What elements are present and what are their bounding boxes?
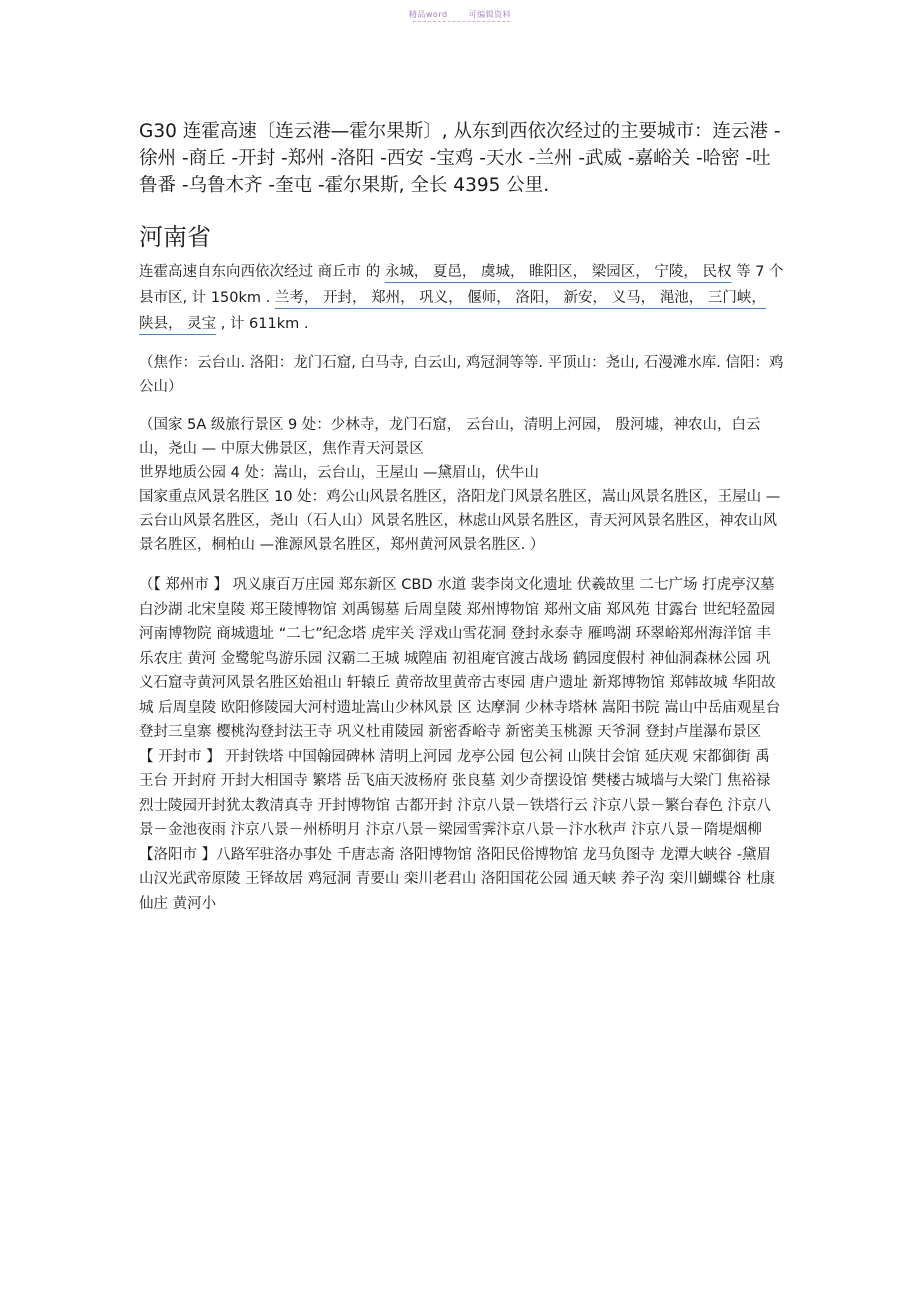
city-zhengzhou: （【 郑州市 】 巩义康百万庄园 郑东新区 CBD 水道 裴李岗文化遗址 伏羲故里 二七广场 打虎亭汉墓 白沙湖 北宋皇陵 郑王陵博物馆 刘禹锡墓 后周皇陵 郑州博物馆 郑州文庙 郑风苑 甘露台 世纪轻盈园 河南博物院 商城遗址 “二七”纪念塔 虎牢关 浮戏山雪花洞 登封永泰寺 雁鸣湖 环翠峪郑州海洋馆 丰乐农庄 黄河 金鹭鸵鸟游乐园 汉霸二王城 城隍庙 初祖庵官渡古战场 鹤园度假村 神仙洞森林公园 巩义石窟寺黄河风景名胜区始祖山 轩辕丘 黄帝故里黄帝古枣园 唐户遗址 新郑博物馆 郑韩故城 华阳故城 后周皇陵 欧阳修陵园大河村遗址嵩山少林风景 区 达摩洞 少林寺塔林 嵩阳书院 嵩山中岳庙观星台 登封三皇寨 樱桃沟登封法王寺 巩义杜甫陵园 新密香峪寺 新密美玉桃源 天爷洞 登封卢崖瀑布景区: [139, 577, 781, 740]
document-body: [139, 118, 784, 916]
route-lead: 连霍高速自东向西依次经过 商丘市 的: [139, 264, 381, 280]
province-title: 河南省: [139, 223, 211, 251]
header-divider: [413, 21, 510, 22]
city-luoyang: 【洛阳市 】八路军驻洛办事处 千唐志斋 洛阳博物馆 洛阳民俗博物馆 龙马负图寺 龙潭大峡谷 -黛眉山汉光武帝原陵 王铎故居 鸡冠洞 青要山 栾川老君山 洛阳国花公园 通天峡 养子沟 栾川蝴蝶谷 杜康仙庄 黄河小: [139, 846, 775, 912]
page-header: [0, 9, 920, 20]
note-national-scenic: 国家重点风景名胜区 10 处：鸡公山风景名胜区，洛阳龙门风景名胜区，嵩山风景名胜区，王屋山 —云台山风景名胜区，尧山（石人山）风景名胜区，林虑山风景名胜区，青天河风景名胜区，神农山风景名胜区，桐柏山 —淮源风景名胜区，郑州黄河风景名胜区. ）: [139, 489, 781, 553]
city-kaifeng: 【 开封市 】 开封铁塔 中国翰园碑林 清明上河园 龙亭公园 包公祠 山陕甘会馆 延庆观 宋都御街 禹王台 开封府 开封大相国寺 繁塔 岳飞庙天波杨府 张良墓 刘少奇摆设馆 樊楼古城墙与大梁门 焦裕禄烈士陵园开封犹太教清真寺 开封博物馆 古都开封 汴京八景－铁塔行云 汴京八景－繁台春色 汴京八景－金池夜雨 汴京八景－州桥明月 汴京八景－梁园雪霁汴京八景－汴水秋声 汴京八景－隋堤烟柳: [139, 748, 772, 838]
route-segment-shangqiu: 永城， 夏邑， 虞城， 睢阳区， 梁园区， 宁陵， 民权: [384, 264, 732, 280]
note-geoparks: 世界地质公园 4 处：嵩山，云台山，王屋山 —黛眉山，伏牛山: [139, 465, 540, 481]
intro-paragraph: G30 连霍高速〔连云港—霍尔果斯〕, 从东到西依次经过的主要城市：连云港 -徐州 -商丘 -开封 -郑州 -洛阳 -西安 -宝鸡 -天水 -兰州 -武威 -嘉峪关 -哈密 -吐鲁番 -乌鲁木齐 -奎屯 -霍尔果斯, 全长 4395 公里.: [139, 121, 781, 196]
header-left-text: 精品word: [408, 10, 448, 19]
route-segment-west: 兰考， 开封， 郑州， 巩义， 偃师， 洛阳， 新安， 义马， 渑池， 三门峡， 陕县， 灵宝: [139, 290, 766, 332]
route-paragraph: [139, 259, 784, 337]
note-scenic-areas: [139, 413, 784, 557]
city-sections: [139, 573, 784, 916]
note-5a-sites: （国家 5A 级旅行景区 9 处：少林寺，龙门石窟， 云台山，清明上河园， 殷河墟，神农山，白云山，尧山 — 中原大佛景区，焦作青天河景区: [139, 417, 761, 457]
route-distance-1: 等 7 个县市区, 计 150km .: [139, 264, 784, 306]
route-distance-2: , 计 611km .: [220, 316, 309, 332]
note-cities-sights: （焦作：云台山. 洛阳：龙门石窟, 白马寺, 白云山, 鸡冠洞等等. 平顶山：尧山, 石漫滩水库. 信阳：鸡公山）: [139, 355, 784, 395]
header-right-text: 可编辑资料: [468, 10, 512, 19]
